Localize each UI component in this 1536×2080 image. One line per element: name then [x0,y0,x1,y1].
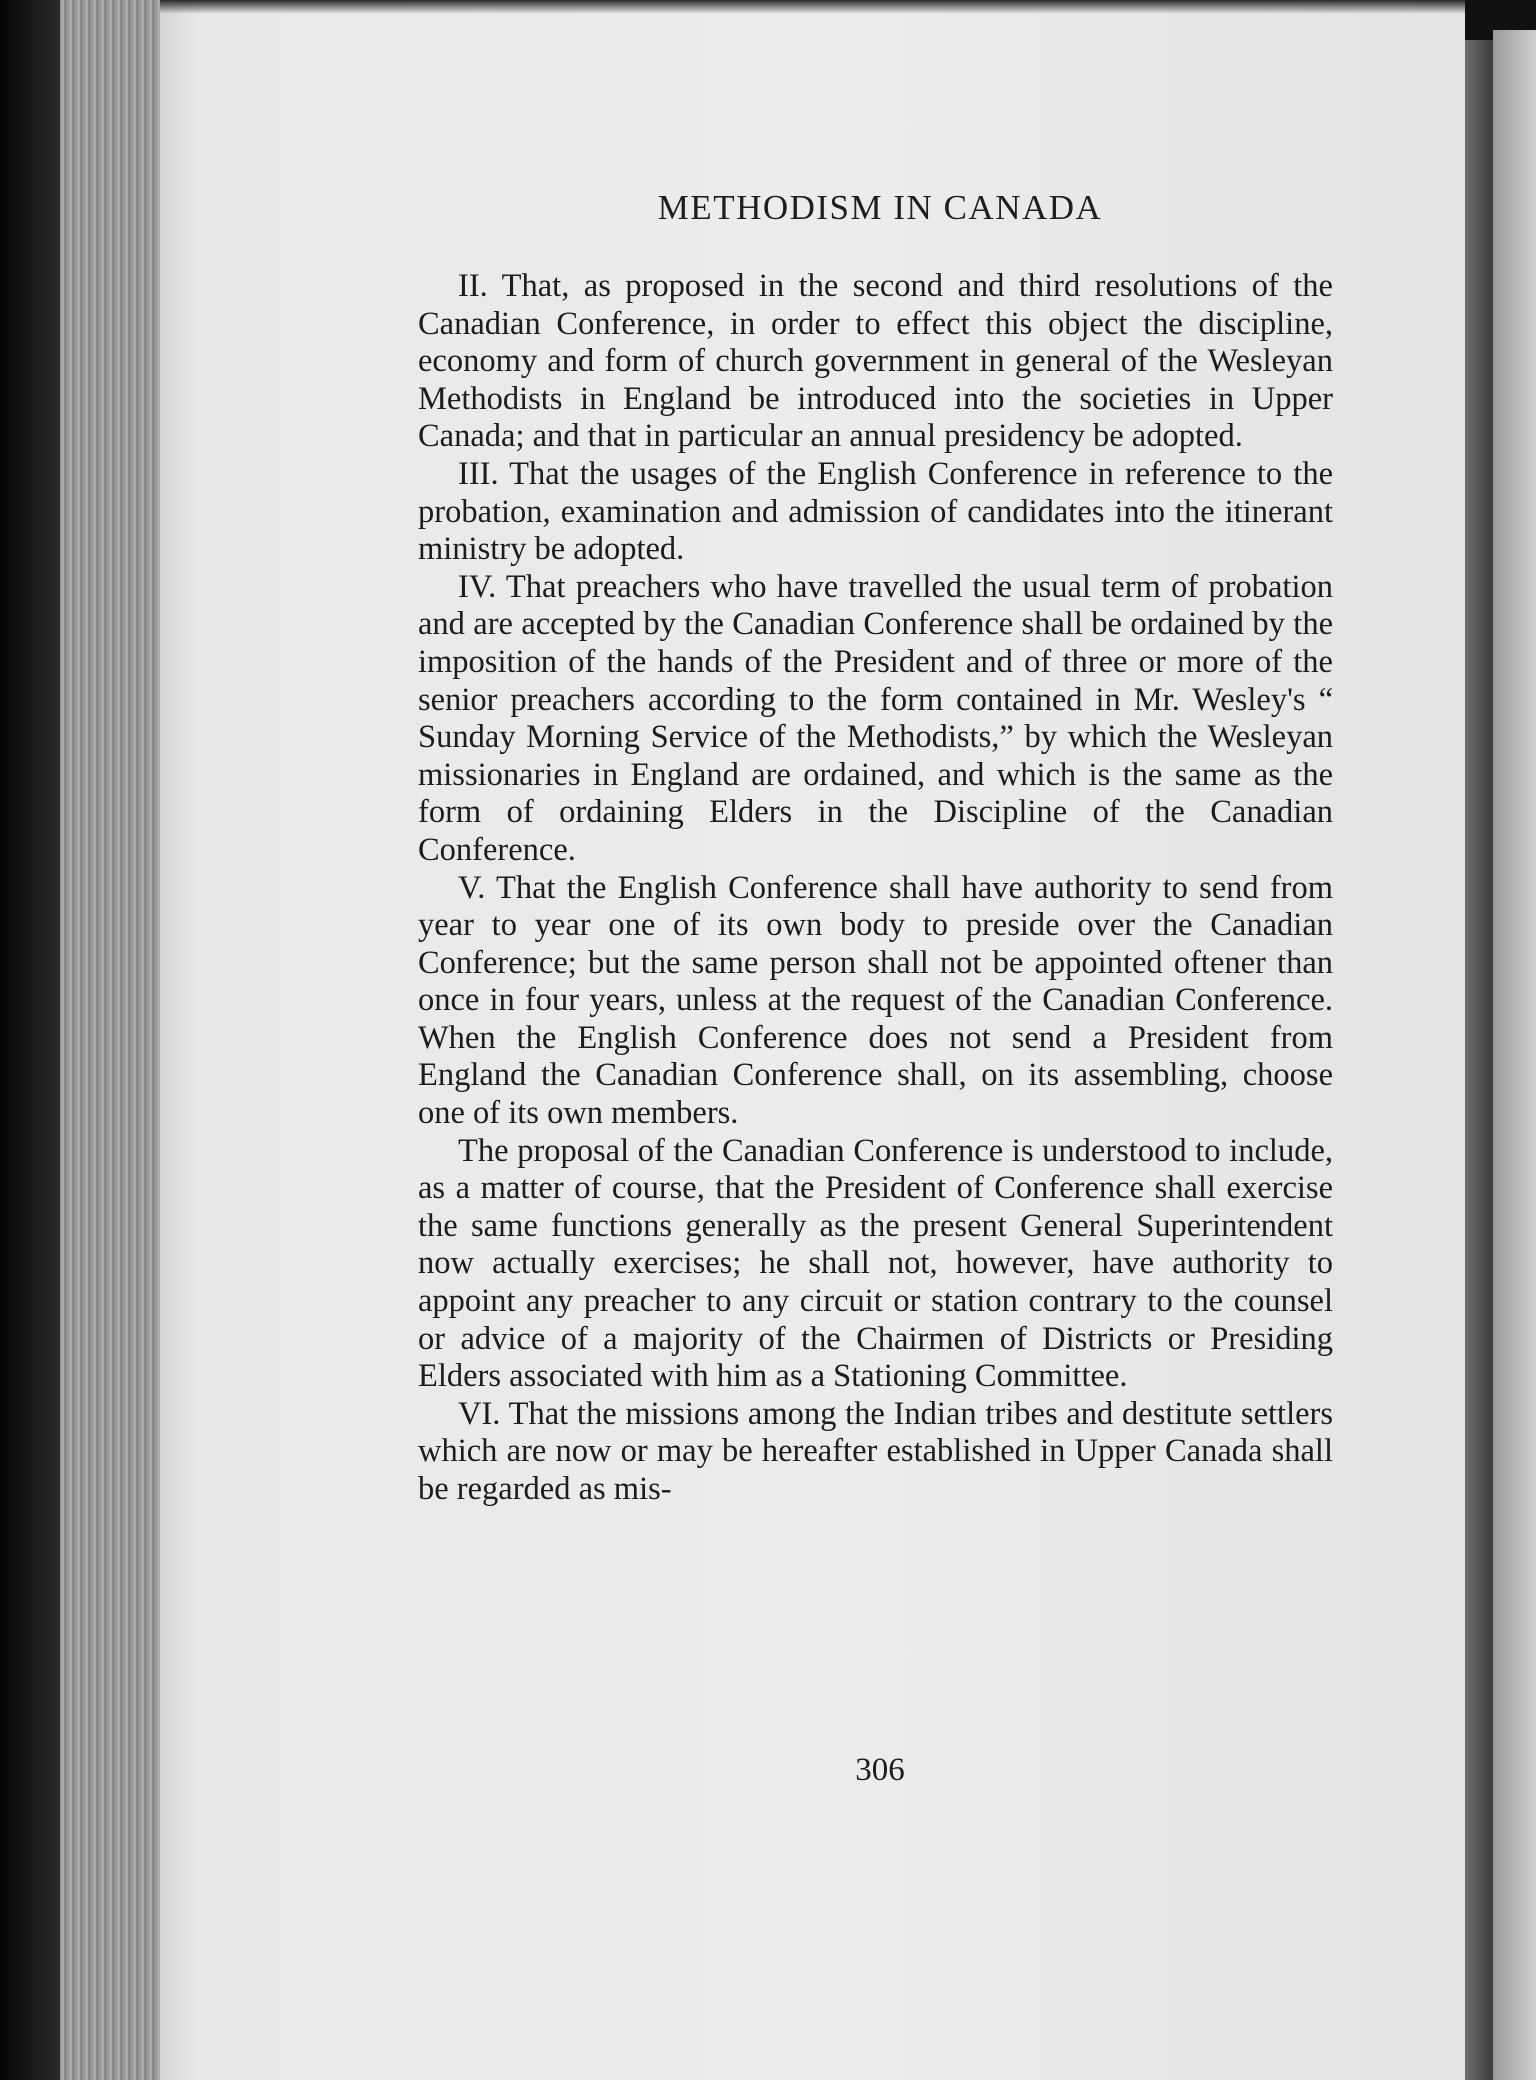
page-number: 306 [855,1752,905,1788]
book-gutter [1465,40,1493,2080]
body-text [418,268,1333,1509]
paragraph-resolution-v: V. That the English Conference shall have authority to send from year to year one of its own body to preside over the Canadian Conference; but the same person shall not be appointed oftener than once in four years, unless at the request of the Canadian Conference. When the English Conference does not send a President from England the Canadian Conference shall, on its assembling, choose one of its own members. [418,869,1333,1132]
paragraph-resolution-iv: IV. That preachers who have travelled the usual term of probation and are accepted by the Canadian Conference shall be ordained by the imposition of the hands of the President and of three or more of the senior preachers according to the form contained in Mr. Wesley's “ Sunday Morning Service of the Methodists,” by which the Wesleyan missionaries in England are ordained, and which is the same as the form of ordaining Elders in the Discipline of the Canadian Conference. [418,568,1333,868]
paragraph-resolution-iii: III. That the usages of the English Conference in reference to the probation, examination and admission of candidates into the itinerant ministry be adopted. [418,455,1333,568]
running-head: METHODISM IN CANADA [657,188,1103,227]
paragraph-resolution-ii: II. That, as proposed in the second and third resolutions of the Canadian Conference, in order to effect this object the discipline, economy and form of church government in general of the Wesleyan Methodists in England be introduced into the societies in Upper Canada; and that in particular an annual presidency be adopted. [418,268,1333,455]
paragraph-proposal: The proposal of the Canadian Conference is understood to include, as a matter of course, that the President of Conference shall exercise the same functions generally as the present General Superintendent now actually exercises; he shall not, however, have authority to appoint any preacher to any circuit or station contrary to the counsel or advice of a majority of the Chairmen of Districts or Presiding Elders associated with him as a Stationing Committee. [418,1132,1333,1395]
paragraph-resolution-vi: VI. That the missions among the Indian tribes and destitute settlers which are now or may be hereafter established in Upper Canada shall be regarded as mis- [418,1395,1333,1507]
facing-page-edge [1493,30,1536,2080]
page-top-shadow [160,0,1465,14]
page-stack-edge [60,0,170,2080]
book-shadow [0,0,60,2080]
